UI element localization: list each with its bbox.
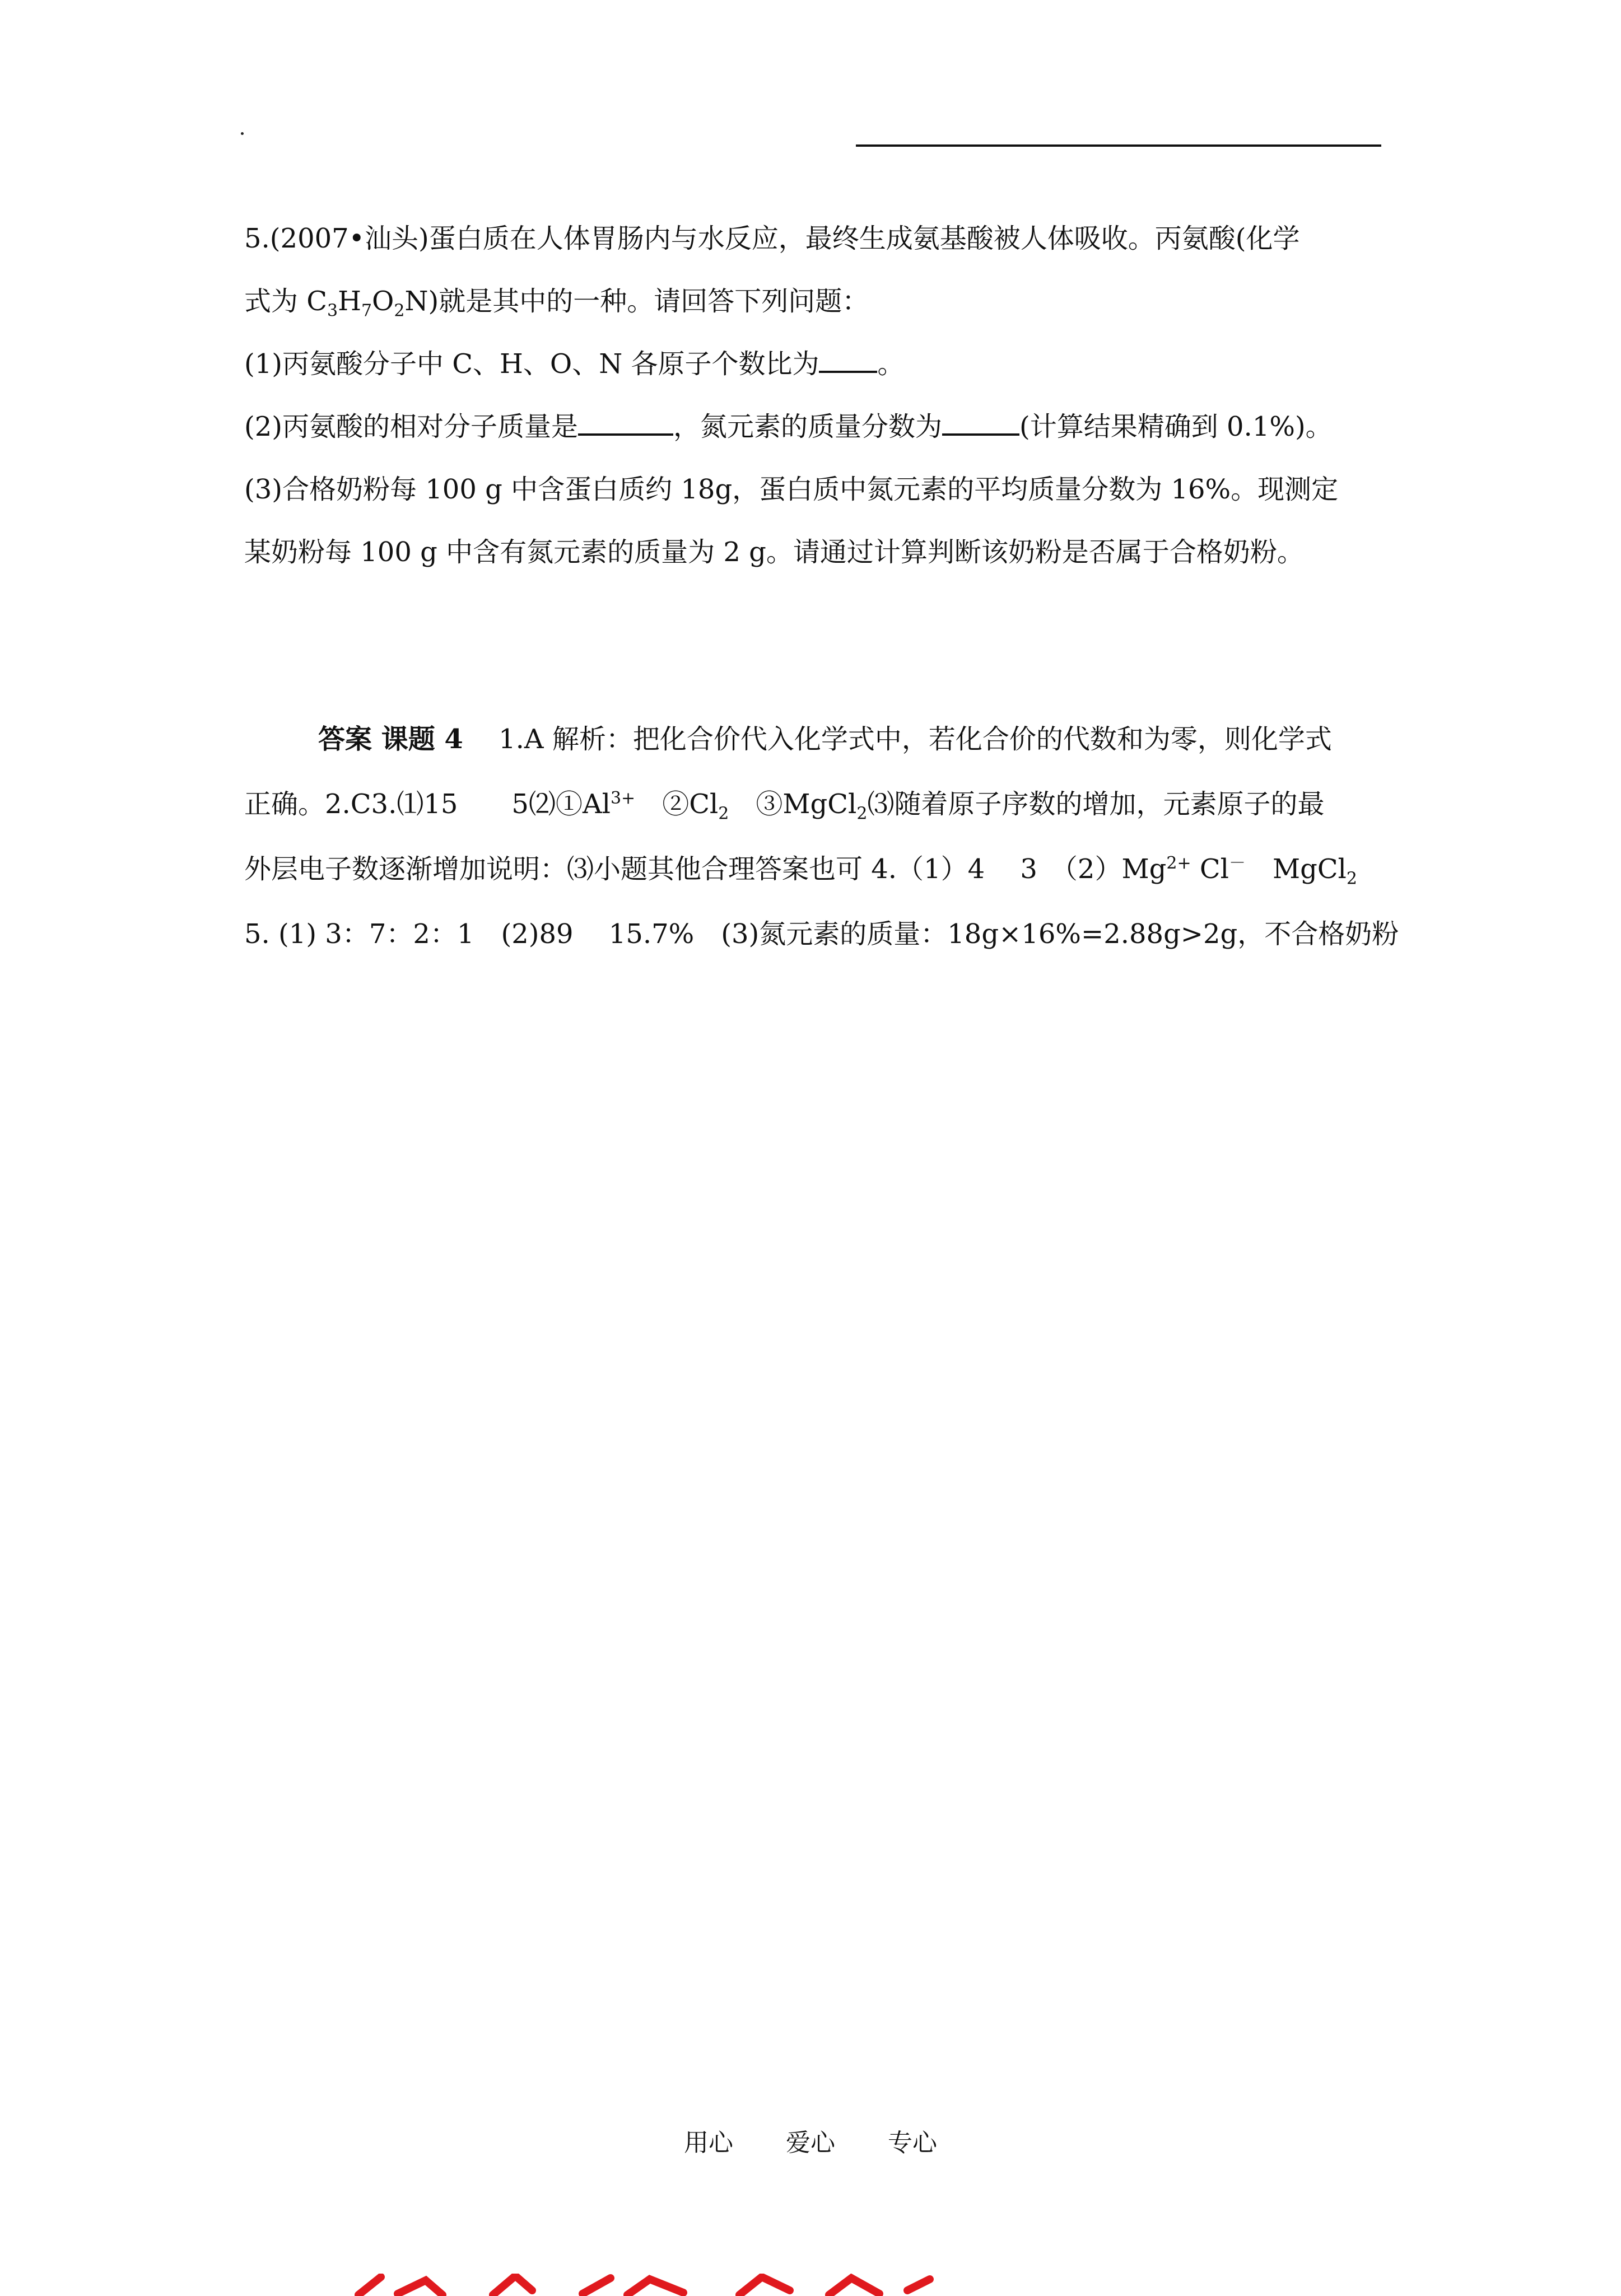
header-dot: [241, 132, 244, 135]
punctuation: 。: [877, 348, 905, 380]
answer-blank[interactable]: [819, 346, 877, 373]
superscript: 3+: [610, 788, 636, 808]
answer-line-1: [244, 707, 1398, 772]
answer-text: 正确。2.C3.⑴15 5⑵①Al: [244, 788, 611, 820]
answer-text: ③MgCl: [729, 788, 857, 820]
question-line-5: (3)合格奶粉每 100 g 中含蛋白质约 18g，蛋白质中氮元素的平均质量分数为 16%。现测定: [244, 474, 1339, 505]
answer-text: Cl: [1191, 853, 1229, 885]
answers-block: [244, 707, 1398, 967]
question-line-6: 某奶粉每 100 g 中含有氮元素的质量为 2 g。请通过计算判断该奶粉是否属于合格奶粉。: [244, 536, 1304, 568]
formula-prefix: 式为 C: [244, 286, 327, 317]
subscript: 2: [1346, 869, 1357, 889]
superscript: 2+: [1166, 853, 1191, 873]
superscript: －: [1228, 853, 1246, 873]
question-5-block: [244, 207, 1398, 584]
answer-blank[interactable]: [578, 409, 673, 436]
formula-suffix: N)就是其中的一种。请回答下列问题：: [404, 286, 869, 317]
answer-text: ⑶随着原子序数的增加，元素原子的最: [867, 788, 1325, 820]
formula-part: O: [372, 286, 394, 317]
footer-word-1: 用心: [684, 2129, 733, 2157]
formula-part: H: [338, 286, 361, 317]
answer-line-2: [244, 772, 1398, 837]
answer-blank[interactable]: [942, 409, 1019, 436]
sub-question-2-mid: ，氮元素的质量分数为: [673, 411, 943, 442]
subscript: 2: [718, 804, 729, 824]
answer-line-3: [244, 837, 1398, 902]
footer-word-3: 专心: [888, 2129, 937, 2157]
answers-title: 答案 课题 4: [318, 724, 463, 755]
subscript: 7: [361, 301, 372, 321]
subscript: 2: [856, 804, 868, 824]
question-line-3: [244, 333, 1398, 395]
sub-question-2: (2)丙氨酸的相对分子质量是: [244, 411, 578, 442]
sub-question-2-end: (计算结果精确到 0.1%)。: [1019, 411, 1333, 442]
answer-text: ②Cl: [635, 788, 719, 820]
header-rule: [856, 144, 1381, 147]
page-footer: [0, 2122, 1621, 2158]
subscript: 3: [327, 301, 338, 321]
subscript: 2: [394, 301, 405, 321]
red-watermark-fragment: [347, 2274, 941, 2296]
question-line-4: [244, 395, 1398, 458]
sub-question-1: (1)丙氨酸分子中 C、H、O、N 各原子个数比为: [244, 348, 819, 380]
answer-text: 外层电子数逐渐增加说明：⑶小题其他合理答案也可 4.（1）4 3 （2）Mg: [244, 853, 1167, 885]
question-line-1: 5.(2007•汕头)蛋白质在人体胃肠内与水反应，最终生成氨基酸被人体吸收。丙氨酸(化学: [244, 223, 1300, 254]
footer-word-2: 爱心: [786, 2129, 835, 2157]
answer-text: 1.A 解析：把化合价代入化学式中，若化合价的代数和为零，则化学式: [499, 724, 1332, 755]
question-line-2: [244, 270, 1398, 333]
answer-text: MgCl: [1245, 853, 1347, 885]
answer-line-4: 5. (1) 3：7：2：1 (2)89 15.7% (3)氮元素的质量：18g×16%=2.88g>2g，不合格奶粉: [244, 918, 1399, 950]
